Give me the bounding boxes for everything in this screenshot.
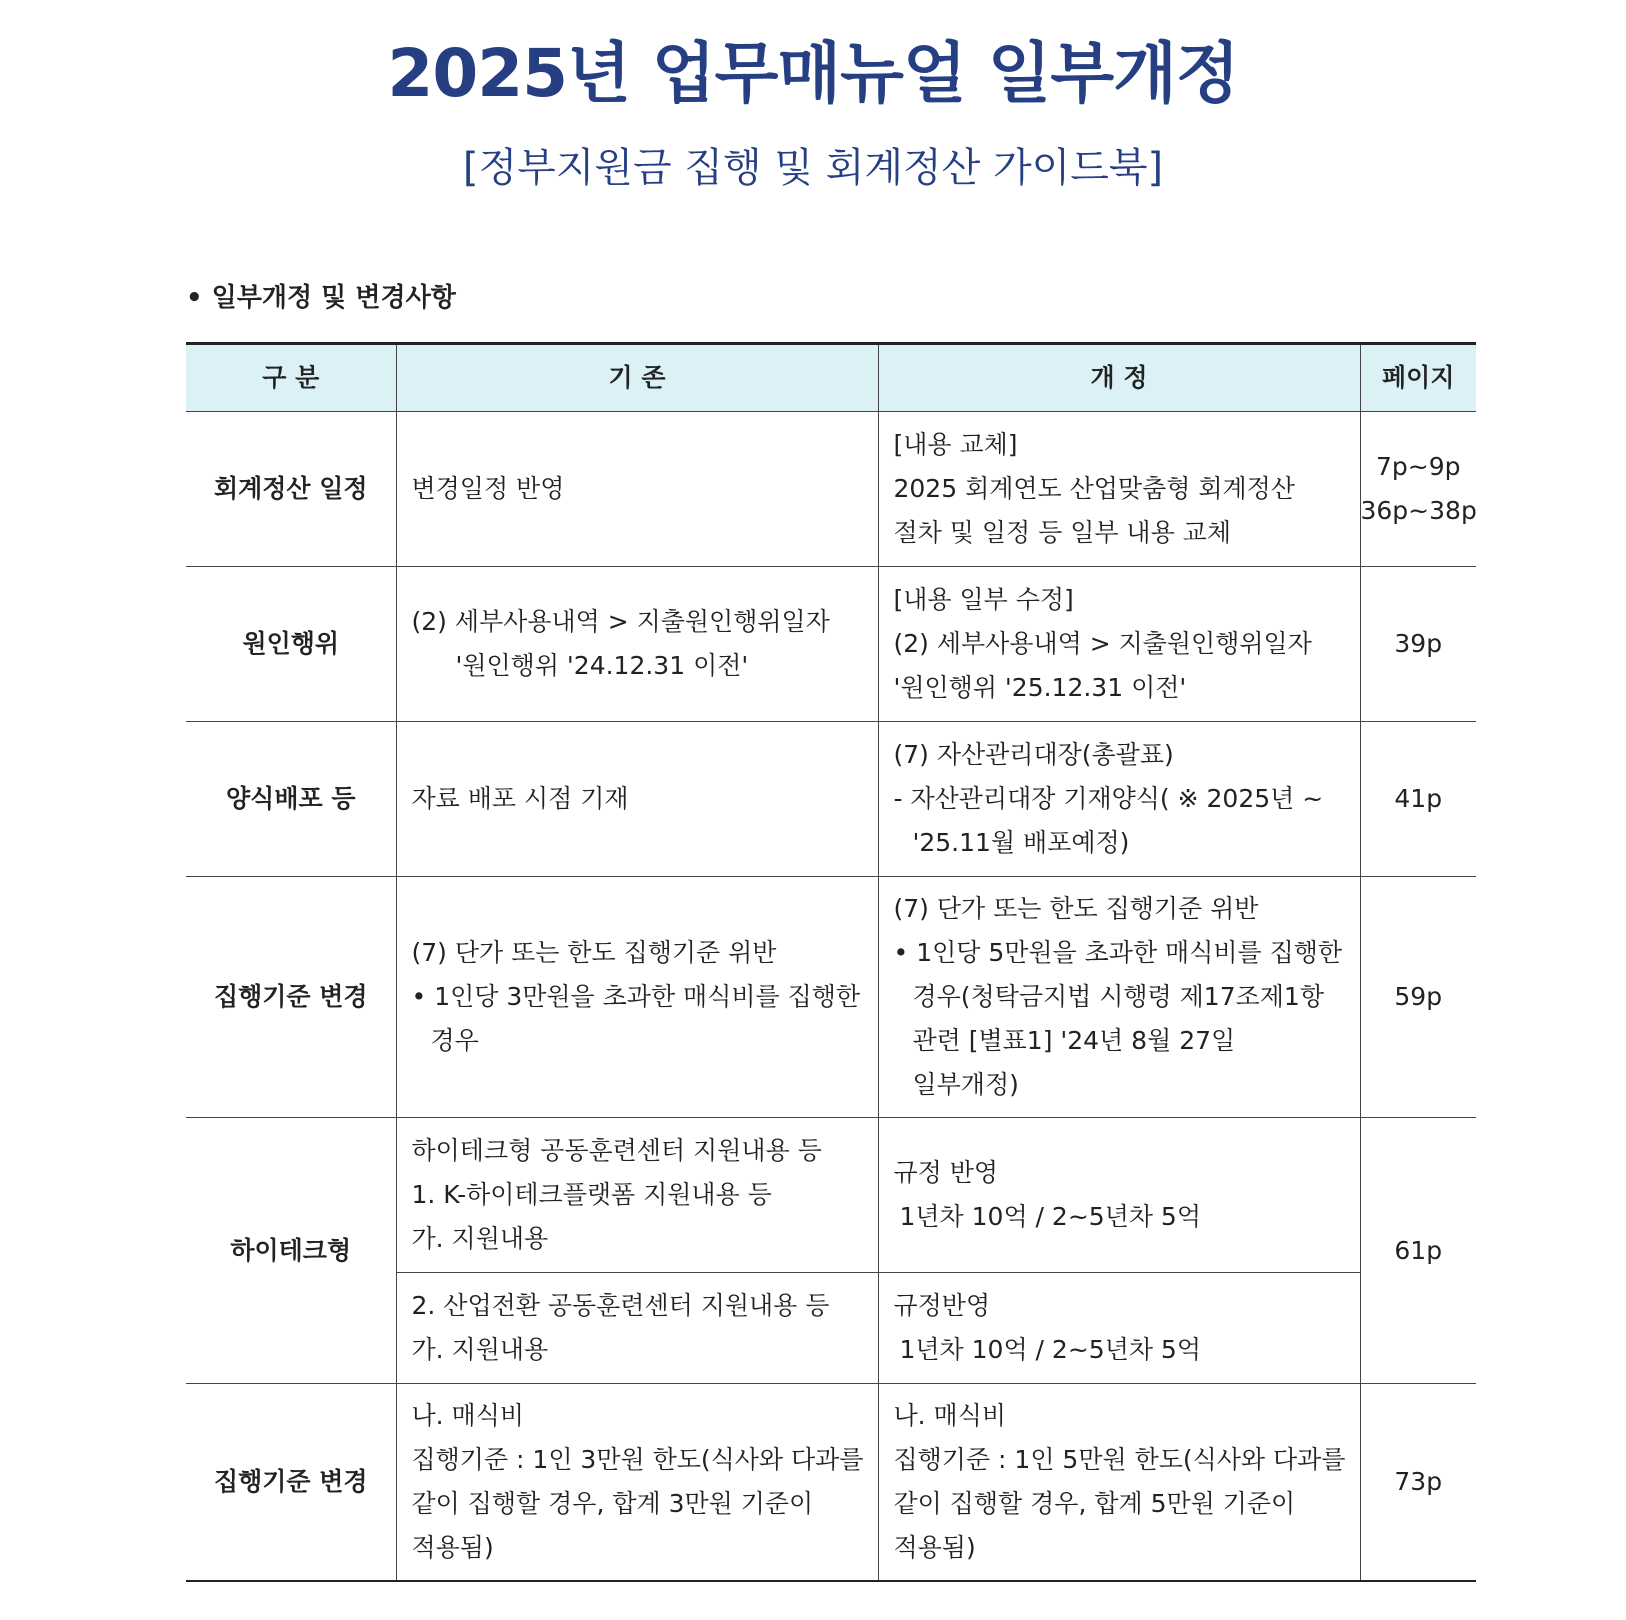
header-before: 기 존 [396, 344, 878, 412]
text-line: 집행기준 : 1인 5만원 한도(식사와 다과를 [893, 1445, 1346, 1474]
header-category: 구 분 [186, 344, 396, 412]
text-line: (2) 세부사용내역 > 지출원인행위일자 [893, 629, 1312, 658]
text-line: (7) 단가 또는 한도 집행기준 위반 [893, 894, 1259, 923]
text-line: 가. 지원내용 [411, 1335, 549, 1364]
table-row [186, 877, 1476, 1118]
row-category: 양식배포 등 [186, 722, 396, 877]
row-page [1360, 722, 1476, 877]
text-line: '원인행위 '25.12.31 이전' [893, 673, 1187, 702]
text-line: 적용됨) [893, 1533, 976, 1562]
text-line: 2. 산업전환 공동훈련센터 지원내용 등 [411, 1291, 830, 1320]
row-page [1360, 877, 1476, 1118]
row-after [878, 1273, 1360, 1384]
text-line: [내용 교체] [893, 430, 1018, 459]
row-before [396, 1384, 878, 1582]
row-before [396, 1273, 878, 1384]
row-before [396, 877, 878, 1118]
header-after: 개 정 [878, 344, 1360, 412]
text-line: • 1인당 3만원을 초과한 매식비를 집행한 [411, 982, 861, 1011]
text-line: 적용됨) [411, 1533, 494, 1562]
row-before [396, 1118, 878, 1273]
row-category: 원인행위 [186, 567, 396, 722]
page-ref: 73p [1394, 1467, 1443, 1496]
row-after [878, 1118, 1360, 1273]
text-line: (7) 자산관리대장(총괄표) [893, 740, 1174, 769]
row-category: 하이테크형 [186, 1118, 396, 1384]
text-line: 경우 [430, 1026, 479, 1055]
table-row [186, 567, 1476, 722]
text-line: 1. K-하이테크플랫폼 지원내용 등 [411, 1180, 772, 1209]
text-line: 같이 집행할 경우, 합계 3만원 기준이 [411, 1489, 814, 1518]
document-subtitle: [정부지원금 집행 및 회계정산 가이드북] [462, 145, 1164, 191]
text-line: '원인행위 '24.12.31 이전' [455, 651, 749, 680]
text-line: 일부개정) [912, 1070, 1019, 1099]
page-ref: 61p [1394, 1235, 1443, 1265]
row-page [1360, 1118, 1476, 1384]
text-line: 절차 및 일정 등 일부 내용 교체 [893, 518, 1231, 547]
table-header-row [186, 344, 1476, 412]
row-after [878, 567, 1360, 722]
text-line: 변경일정 반영 [411, 474, 565, 503]
table-row [186, 722, 1476, 877]
text-line: 1년차 10억 / 2~5년차 5억 [899, 1335, 1201, 1364]
text-line: 하이테크형 공동훈련센터 지원내용 등 [411, 1136, 822, 1165]
row-after [878, 722, 1360, 877]
row-after [878, 877, 1360, 1118]
text-line: 규정 반영 [893, 1158, 999, 1187]
text-line: 같이 집행할 경우, 합계 5만원 기준이 [893, 1489, 1296, 1518]
text-line: 경우(청탁금지법 시행령 제17조제1항 [912, 982, 1324, 1011]
text-line: (7) 단가 또는 한도 집행기준 위반 [411, 938, 777, 967]
row-page [1360, 567, 1476, 722]
text-line: 집행기준 : 1인 3만원 한도(식사와 다과를 [411, 1445, 864, 1474]
text-line: 자료 배포 시점 기재 [411, 784, 629, 813]
text-line: 나. 매식비 [893, 1401, 1006, 1430]
table-row [186, 1118, 1476, 1273]
text-line: - 자산관리대장 기재양식( ※ 2025년 ~ [893, 784, 1324, 813]
text-line: 1년차 10억 / 2~5년차 5억 [899, 1202, 1201, 1231]
row-before [396, 567, 878, 722]
row-before [396, 412, 878, 567]
page-ref: 36p~38p [1360, 496, 1477, 525]
text-line: • 1인당 5만원을 초과한 매식비를 집행한 [893, 938, 1343, 967]
row-after [878, 412, 1360, 567]
table-row [186, 412, 1476, 567]
text-line: 관련 [별표1] '24년 8월 27일 [912, 1026, 1236, 1055]
row-category: 회계정산 일정 [186, 412, 396, 567]
page-ref: 39p [1394, 629, 1443, 658]
text-line: (2) 세부사용내역 > 지출원인행위일자 [411, 607, 830, 636]
section-label: • 일부개정 및 변경사항 [186, 283, 456, 313]
row-before [396, 722, 878, 877]
row-page [1360, 412, 1476, 567]
document-title: 2025년 업무매뉴얼 일부개정 [387, 35, 1239, 112]
row-category: 집행기준 변경 [186, 877, 396, 1118]
text-line: '25.11월 배포예정) [912, 828, 1130, 857]
row-category: 집행기준 변경 [186, 1384, 396, 1582]
row-page [1360, 1384, 1476, 1582]
text-line: [내용 일부 수정] [893, 585, 1074, 614]
text-line: 2025 회계연도 산업맞춤형 회계정산 [893, 474, 1295, 503]
page-ref: 41p [1394, 784, 1443, 813]
revision-table [186, 342, 1476, 1582]
text-line: 나. 매식비 [411, 1401, 524, 1430]
page-ref: 59p [1394, 982, 1443, 1011]
row-after [878, 1384, 1360, 1582]
table-row [186, 1384, 1476, 1582]
text-line: 가. 지원내용 [411, 1224, 549, 1253]
header-page: 페이지 [1360, 344, 1476, 412]
text-line: 규정반영 [893, 1291, 991, 1320]
page-ref: 7p~9p [1376, 452, 1461, 481]
